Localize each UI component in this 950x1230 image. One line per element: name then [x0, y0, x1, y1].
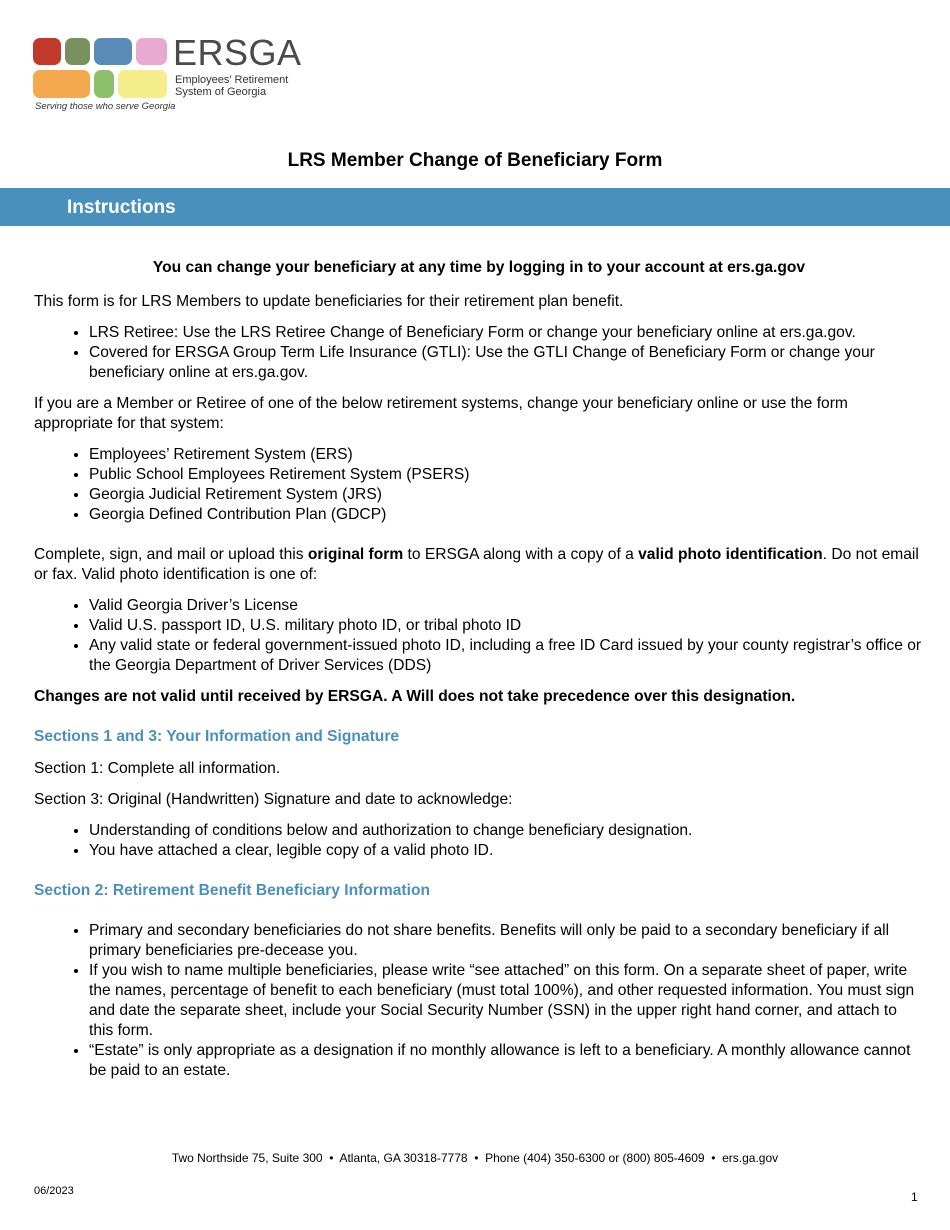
section-1-text: Section 1: Complete all information.: [34, 760, 281, 777]
submission-text: to ERSGA along with a copy of a: [403, 546, 639, 563]
online-change-notice: You can change your beneficiary at any time by logging in to your account at ers.ga.gov: [152, 259, 806, 276]
section-2-heading: Section 2: Retirement Benefit Beneficiary Information: [34, 882, 430, 899]
logo-subtitle-line1: Employees’ Retirement: [175, 74, 289, 86]
photo-id-list: [34, 596, 924, 676]
logo-subtitle: [175, 74, 288, 98]
list-item: • Any valid state or federal government-issued photo ID, including a free ID Card issued by your county registrar’s office or the Georgia Department of Driver Services (DDS): [89, 636, 924, 676]
instructions-heading: Instructions: [67, 197, 176, 218]
list-item: • Public School Employees Retirement System (PSERS): [89, 465, 924, 485]
logo-brand-text: ERSGA: [173, 32, 302, 73]
retiree-options-list: [34, 323, 924, 383]
logo-subtitle-line2: System of Georgia: [175, 86, 267, 98]
logo-tile-green: [94, 70, 114, 98]
list-item: • Georgia Defined Contribution Plan (GDCP): [89, 505, 924, 525]
logo-tagline: Serving those who serve Georgia: [35, 101, 176, 112]
instructions-banner: [0, 188, 950, 226]
logo-tile-pink: [136, 38, 167, 65]
list-item: • Employees’ Retirement System (ERS): [89, 445, 924, 465]
beneficiary-info-list: [34, 921, 924, 1081]
list-item: • Understanding of conditions below and authorization to change beneficiary designation.: [89, 821, 924, 841]
list-item: • Valid U.S. passport ID, U.S. military photo ID, or tribal photo ID: [89, 616, 924, 636]
section-1-3-heading: Sections 1 and 3: Your Information and Signature: [34, 728, 400, 745]
acknowledgement-list: [34, 821, 924, 861]
original-form-emphasis: original form: [307, 546, 404, 563]
systems-paragraph: If you are a Member or Retiree of one of the below retirement systems, change your beneficiary online or use the form appropriate for that system:: [34, 395, 848, 432]
submission-paragraph: [34, 545, 924, 585]
logo-tile-red: [33, 38, 61, 65]
list-item: • “Estate” is only appropriate as a designation if no monthly allowance is left to a beneficiary. A monthly allowance cannot be paid to an estate.: [89, 1041, 924, 1081]
intro-paragraph: This form is for LRS Members to update beneficiaries for their retirement plan benefit.: [34, 293, 624, 310]
page-number: 1: [911, 1190, 918, 1204]
list-item: • Primary and secondary beneficiaries do not share benefits. Benefits will only be paid to a secondary beneficiary if all primary beneficiaries pre-decease you.: [89, 921, 924, 961]
logo-tiles: [33, 38, 168, 100]
logo-tile-blue: [94, 38, 132, 65]
logo-tile-olive: [65, 38, 90, 65]
section-3-text: Section 3: Original (Handwritten) Signature and date to acknowledge:: [34, 791, 513, 808]
list-item: • Covered for ERSGA Group Term Life Insurance (GTLI): Use the GTLI Change of Beneficiary Form or change your beneficiary online at ers.ga.gov.: [89, 343, 924, 383]
retirement-systems-list: [34, 445, 924, 525]
logo-tile-orange: [33, 70, 90, 98]
instructions-content: [34, 258, 924, 1092]
list-item: • If you wish to name multiple beneficiaries, please write “see attached” on this form. On a separate sheet of paper, write the names, percentage of benefit to each beneficiary (must total 100%), and other requested information. You must sign and date the separate sheet, include your Social Security Number (SSN) in the upper right hand corner, and attach to this form.: [89, 961, 924, 1041]
submission-text: . Do not email or fax. Valid photo identification is one of:: [34, 546, 919, 583]
list-item: • LRS Retiree: Use the LRS Retiree Change of Beneficiary Form or change your beneficiary online at ers.ga.gov.: [89, 323, 924, 343]
list-item: • You have attached a clear, legible copy of a valid photo ID.: [89, 841, 924, 861]
logo-tile-yellow: [118, 70, 167, 98]
form-revision-date: 06/2023: [34, 1185, 74, 1197]
ersga-logo: [30, 32, 302, 120]
list-item: • Georgia Judicial Retirement System (JRS): [89, 485, 924, 505]
submission-text: Complete, sign, and mail or upload this: [34, 546, 308, 563]
footer-address: Two Northside 75, Suite 300 • Atlanta, GA 30318-7778 • Phone (404) 350-6300 or (800) 805-4609 • ers.ga.gov: [171, 1151, 779, 1165]
valid-photo-id-emphasis: valid photo identification: [638, 546, 823, 563]
validity-warning: Changes are not valid until received by ERSGA. A Will does not take precedence over this designation.: [34, 688, 796, 705]
form-title: LRS Member Change of Beneficiary Form: [287, 150, 663, 171]
list-item: • Valid Georgia Driver’s License: [89, 596, 924, 616]
